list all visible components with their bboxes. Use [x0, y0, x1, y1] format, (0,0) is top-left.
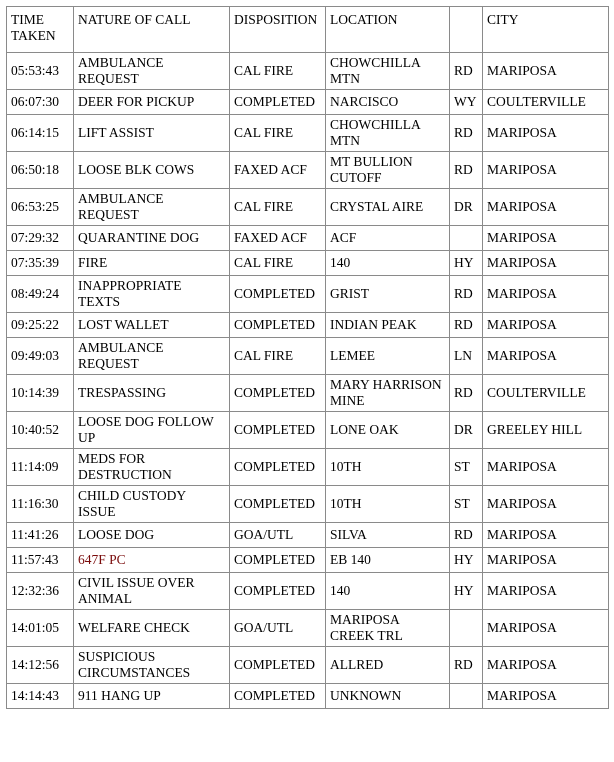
- cell-city: MARIPOSA: [483, 189, 609, 226]
- cell-nature-of-call: QUARANTINE DOG: [74, 226, 230, 251]
- cell-time: 06:50:18: [7, 152, 74, 189]
- cell-disposition: COMPLETED: [230, 684, 326, 709]
- cell-location: INDIAN PEAK: [326, 313, 450, 338]
- table-row: [7, 548, 609, 573]
- cell-city: COULTERVILLE: [483, 90, 609, 115]
- cell-city: MARIPOSA: [483, 115, 609, 152]
- cell-location: MARY HARRISON MINE: [326, 375, 450, 412]
- cell-nature-of-call: DEER FOR PICKUP: [74, 90, 230, 115]
- cell-location: MARIPOSA CREEK TRL: [326, 610, 450, 647]
- cell-street-suffix: ST: [450, 449, 483, 486]
- cell-street-suffix: RD: [450, 647, 483, 684]
- header-time-taken: TIME TAKEN: [7, 7, 74, 53]
- cell-time: 09:49:03: [7, 338, 74, 375]
- cell-location: 140: [326, 573, 450, 610]
- table-row: [7, 115, 609, 152]
- cell-time: 12:32:36: [7, 573, 74, 610]
- cell-city: MARIPOSA: [483, 152, 609, 189]
- cell-disposition: COMPLETED: [230, 647, 326, 684]
- table-row: [7, 276, 609, 313]
- header-row: [7, 7, 609, 53]
- cell-street-suffix: [450, 226, 483, 251]
- cell-location: 140: [326, 251, 450, 276]
- cell-location: CRYSTAL AIRE: [326, 189, 450, 226]
- table-row: [7, 486, 609, 523]
- cell-time: 05:53:43: [7, 53, 74, 90]
- table-row: [7, 53, 609, 90]
- cell-disposition: COMPLETED: [230, 548, 326, 573]
- cell-location: 10TH: [326, 449, 450, 486]
- cell-nature-of-call: WELFARE CHECK: [74, 610, 230, 647]
- table-row: [7, 226, 609, 251]
- cell-city: MARIPOSA: [483, 573, 609, 610]
- cell-disposition: CAL FIRE: [230, 189, 326, 226]
- cell-city: MARIPOSA: [483, 251, 609, 276]
- header-disposition: DISPOSITION: [230, 7, 326, 53]
- cell-location: MT BULLION CUTOFF: [326, 152, 450, 189]
- cell-location: SILVA: [326, 523, 450, 548]
- cell-disposition: CAL FIRE: [230, 251, 326, 276]
- cell-time: 07:29:32: [7, 226, 74, 251]
- cell-city: COULTERVILLE: [483, 375, 609, 412]
- cell-city: MARIPOSA: [483, 276, 609, 313]
- cell-city: MARIPOSA: [483, 486, 609, 523]
- table-row: [7, 412, 609, 449]
- cell-location: EB 140: [326, 548, 450, 573]
- table-row: [7, 338, 609, 375]
- cell-nature-of-call: LOST WALLET: [74, 313, 230, 338]
- cell-nature-of-call: INAPPROPRIATE TEXTS: [74, 276, 230, 313]
- cell-time: 10:40:52: [7, 412, 74, 449]
- cell-nature-of-call: FIRE: [74, 251, 230, 276]
- table-row: [7, 90, 609, 115]
- cell-nature-of-call: CIVIL ISSUE OVER ANIMAL: [74, 573, 230, 610]
- cell-disposition: COMPLETED: [230, 412, 326, 449]
- cell-disposition: CAL FIRE: [230, 338, 326, 375]
- cell-city: MARIPOSA: [483, 523, 609, 548]
- table-row: [7, 251, 609, 276]
- table-row: [7, 189, 609, 226]
- table-row: [7, 610, 609, 647]
- cell-disposition: GOA/UTL: [230, 523, 326, 548]
- cell-street-suffix: [450, 610, 483, 647]
- cell-disposition: COMPLETED: [230, 573, 326, 610]
- cell-city: MARIPOSA: [483, 647, 609, 684]
- header-location: LOCATION: [326, 7, 450, 53]
- cell-city: MARIPOSA: [483, 449, 609, 486]
- cell-nature-of-call: MEDS FOR DESTRUCTION: [74, 449, 230, 486]
- cell-city: MARIPOSA: [483, 338, 609, 375]
- table-row: [7, 647, 609, 684]
- cell-nature-of-call: 647F PC: [74, 548, 230, 573]
- cell-street-suffix: RD: [450, 276, 483, 313]
- cell-time: 14:01:05: [7, 610, 74, 647]
- table-row: [7, 375, 609, 412]
- cell-time: 14:12:56: [7, 647, 74, 684]
- cell-location: GRIST: [326, 276, 450, 313]
- cell-nature-of-call: AMBULANCE REQUEST: [74, 189, 230, 226]
- cell-city: MARIPOSA: [483, 548, 609, 573]
- cell-time: 11:16:30: [7, 486, 74, 523]
- header-city: CITY: [483, 7, 609, 53]
- cell-street-suffix: RD: [450, 313, 483, 338]
- table-row: [7, 313, 609, 338]
- cell-time: 11:57:43: [7, 548, 74, 573]
- cell-city: MARIPOSA: [483, 684, 609, 709]
- cell-location: NARCISCO: [326, 90, 450, 115]
- cell-nature-of-call: LOOSE DOG: [74, 523, 230, 548]
- cell-street-suffix: HY: [450, 251, 483, 276]
- cell-disposition: COMPLETED: [230, 449, 326, 486]
- cell-disposition: FAXED ACF: [230, 226, 326, 251]
- cell-city: MARIPOSA: [483, 226, 609, 251]
- cell-street-suffix: RD: [450, 152, 483, 189]
- cell-disposition: COMPLETED: [230, 486, 326, 523]
- cell-location: ALLRED: [326, 647, 450, 684]
- cell-street-suffix: [450, 684, 483, 709]
- table-body: [7, 53, 609, 709]
- cell-nature-of-call: SUSPICIOUS CIRCUMSTANCES: [74, 647, 230, 684]
- cell-location: ACF: [326, 226, 450, 251]
- cell-street-suffix: LN: [450, 338, 483, 375]
- table-row: [7, 152, 609, 189]
- cell-city: MARIPOSA: [483, 313, 609, 338]
- table-row: [7, 573, 609, 610]
- cell-disposition: GOA/UTL: [230, 610, 326, 647]
- cell-location: 10TH: [326, 486, 450, 523]
- cell-time: 08:49:24: [7, 276, 74, 313]
- cell-time: 06:07:30: [7, 90, 74, 115]
- cell-nature-of-call: 911 HANG UP: [74, 684, 230, 709]
- cell-time: 14:14:43: [7, 684, 74, 709]
- cell-nature-of-call: AMBULANCE REQUEST: [74, 53, 230, 90]
- cell-street-suffix: DR: [450, 412, 483, 449]
- cell-location: LONE OAK: [326, 412, 450, 449]
- cell-time: 11:14:09: [7, 449, 74, 486]
- cell-street-suffix: RD: [450, 375, 483, 412]
- table-row: [7, 523, 609, 548]
- cell-nature-of-call: LOOSE DOG FOLLOW UP: [74, 412, 230, 449]
- cell-time: 06:53:25: [7, 189, 74, 226]
- cell-street-suffix: RD: [450, 53, 483, 90]
- cell-disposition: CAL FIRE: [230, 53, 326, 90]
- cell-street-suffix: DR: [450, 189, 483, 226]
- cell-disposition: FAXED ACF: [230, 152, 326, 189]
- cell-street-suffix: RD: [450, 115, 483, 152]
- cell-street-suffix: ST: [450, 486, 483, 523]
- cell-disposition: COMPLETED: [230, 276, 326, 313]
- table-row: [7, 449, 609, 486]
- cell-time: 10:14:39: [7, 375, 74, 412]
- cell-disposition: COMPLETED: [230, 313, 326, 338]
- cell-location: UNKNOWN: [326, 684, 450, 709]
- header-nature-of-call: NATURE OF CALL: [74, 7, 230, 53]
- header-street-suffix: [450, 7, 483, 53]
- cell-street-suffix: RD: [450, 523, 483, 548]
- cell-location: LEMEE: [326, 338, 450, 375]
- cell-time: 09:25:22: [7, 313, 74, 338]
- cell-nature-of-call: AMBULANCE REQUEST: [74, 338, 230, 375]
- call-log-table: [6, 6, 609, 709]
- cell-nature-of-call: LOOSE BLK COWS: [74, 152, 230, 189]
- cell-location: CHOWCHILLA MTN: [326, 53, 450, 90]
- cell-nature-of-call: CHILD CUSTODY ISSUE: [74, 486, 230, 523]
- cell-street-suffix: WY: [450, 90, 483, 115]
- cell-disposition: CAL FIRE: [230, 115, 326, 152]
- cell-nature-of-call: LIFT ASSIST: [74, 115, 230, 152]
- cell-disposition: COMPLETED: [230, 375, 326, 412]
- cell-city: MARIPOSA: [483, 53, 609, 90]
- table-row: [7, 684, 609, 709]
- cell-disposition: COMPLETED: [230, 90, 326, 115]
- cell-street-suffix: HY: [450, 548, 483, 573]
- cell-street-suffix: HY: [450, 573, 483, 610]
- cell-city: MARIPOSA: [483, 610, 609, 647]
- cell-location: CHOWCHILLA MTN: [326, 115, 450, 152]
- cell-nature-of-call: TRESPASSING: [74, 375, 230, 412]
- cell-time: 11:41:26: [7, 523, 74, 548]
- cell-time: 06:14:15: [7, 115, 74, 152]
- cell-time: 07:35:39: [7, 251, 74, 276]
- cell-city: GREELEY HILL: [483, 412, 609, 449]
